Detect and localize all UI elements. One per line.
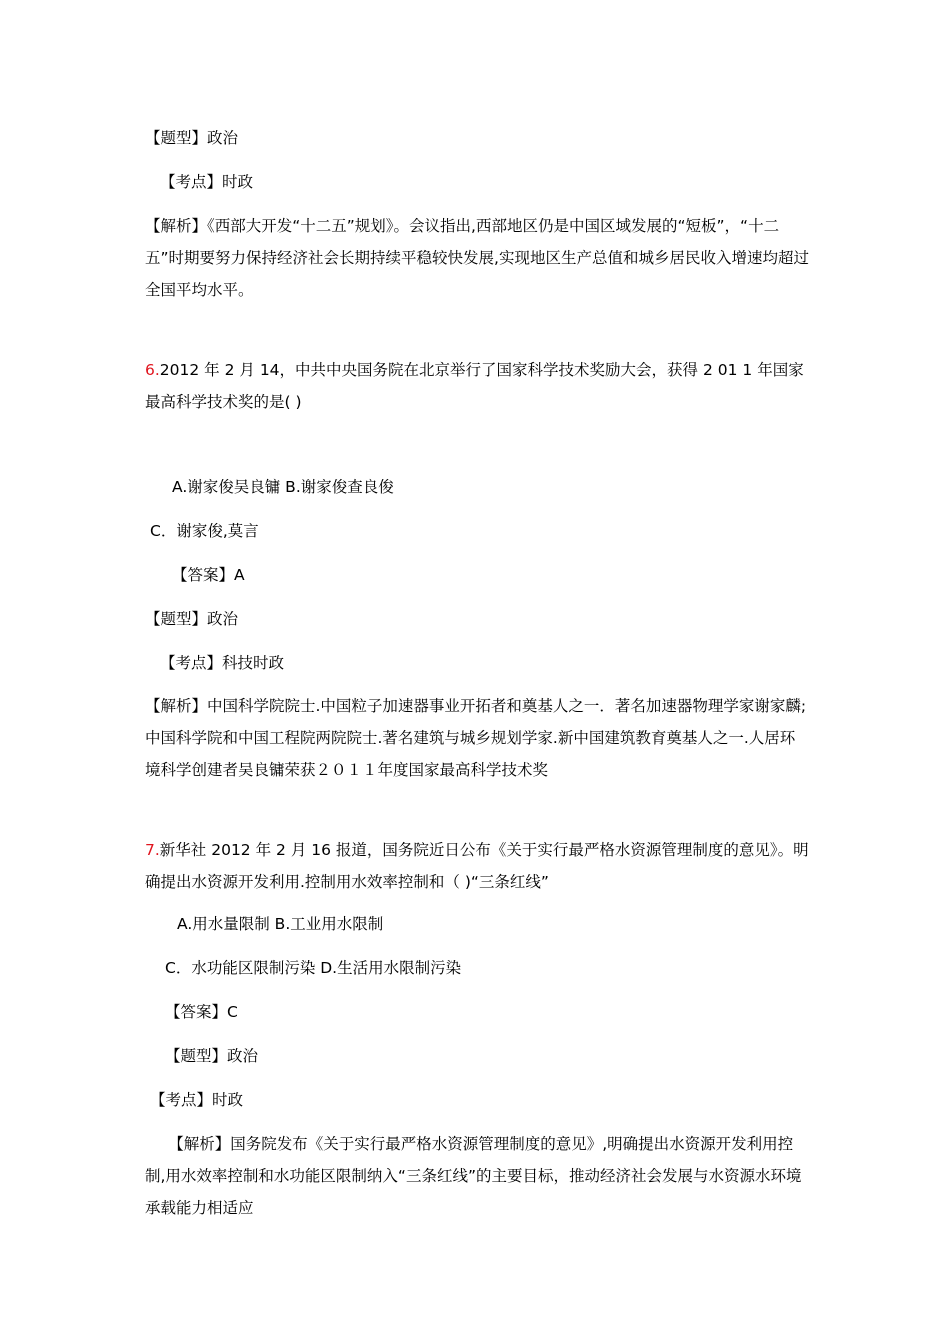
- question-7: [145, 834, 810, 898]
- point-label: 【考点】科技时政: [160, 654, 285, 672]
- analysis-text: 【解析】国务院发布《关于实行最严格水资源管理制度的意见》,明确提出水资源开发利用控制,用水效率控制和水功能区限制纳入“三条红线”的主要目标，推动经济社会发展与水资源水环境承载能力相适应: [145, 1135, 802, 1217]
- answer-label: 【答案】A: [172, 566, 245, 584]
- option-c: C．谢家俊,莫言: [150, 522, 259, 540]
- answer-label: 【答案】C: [165, 1003, 238, 1021]
- analysis-text: 【解析】中国科学院院士.中国粒子加速器事业开拓者和奠基人之一．著名加速器物理学家谢家麟;中国科学院和中国工程院两院院士.著名建筑与城乡规划学家.新中国建筑教育奠基人之一.人居环境科学创建者吴良镛荣获２０１１年度国家最高科学技术奖: [145, 697, 807, 779]
- option-a-b: A.谢家俊吴良镛 B.谢家俊查良俊: [172, 478, 394, 496]
- option-a-b: A.用水量限制 B.工业用水限制: [177, 915, 384, 933]
- option-c-d: C．水功能区限制污染 D.生活用水限制污染: [165, 959, 462, 977]
- question-number: 7.: [145, 841, 160, 859]
- point-label: 【考点】时政: [150, 1091, 244, 1109]
- analysis-text: 【解析】《西部大开发“十二五”规划》。会议指出,西部地区仍是中国区域发展的“短板”，“十二五”时期要努力保持经济社会长期持续平稳较快发展,实现地区生产总值和城乡居民收入增速均超过全国平均水平。: [145, 217, 809, 299]
- question-stem: 新华社 2012 年 2 月 16 报道，国务院近日公布《关于实行最严格水资源管理制度的意见》。明确提出水资源开发利用.控制用水效率控制和（ )“三条红线”: [145, 841, 809, 891]
- question-stem: 2012 年 2 月 14，中共中央国务院在北京举行了国家科学技术奖励大会，获得 2 01 1 年国家最高科学技术奖的是( ): [145, 361, 804, 411]
- type-label: 【题型】政治: [165, 1047, 259, 1065]
- question-number: 6.: [145, 361, 160, 379]
- point-label: 【考点】时政: [160, 173, 254, 191]
- type-label: 【题型】政治: [145, 610, 239, 628]
- question-6: [145, 354, 810, 418]
- type-label: 【题型】政治: [145, 129, 239, 147]
